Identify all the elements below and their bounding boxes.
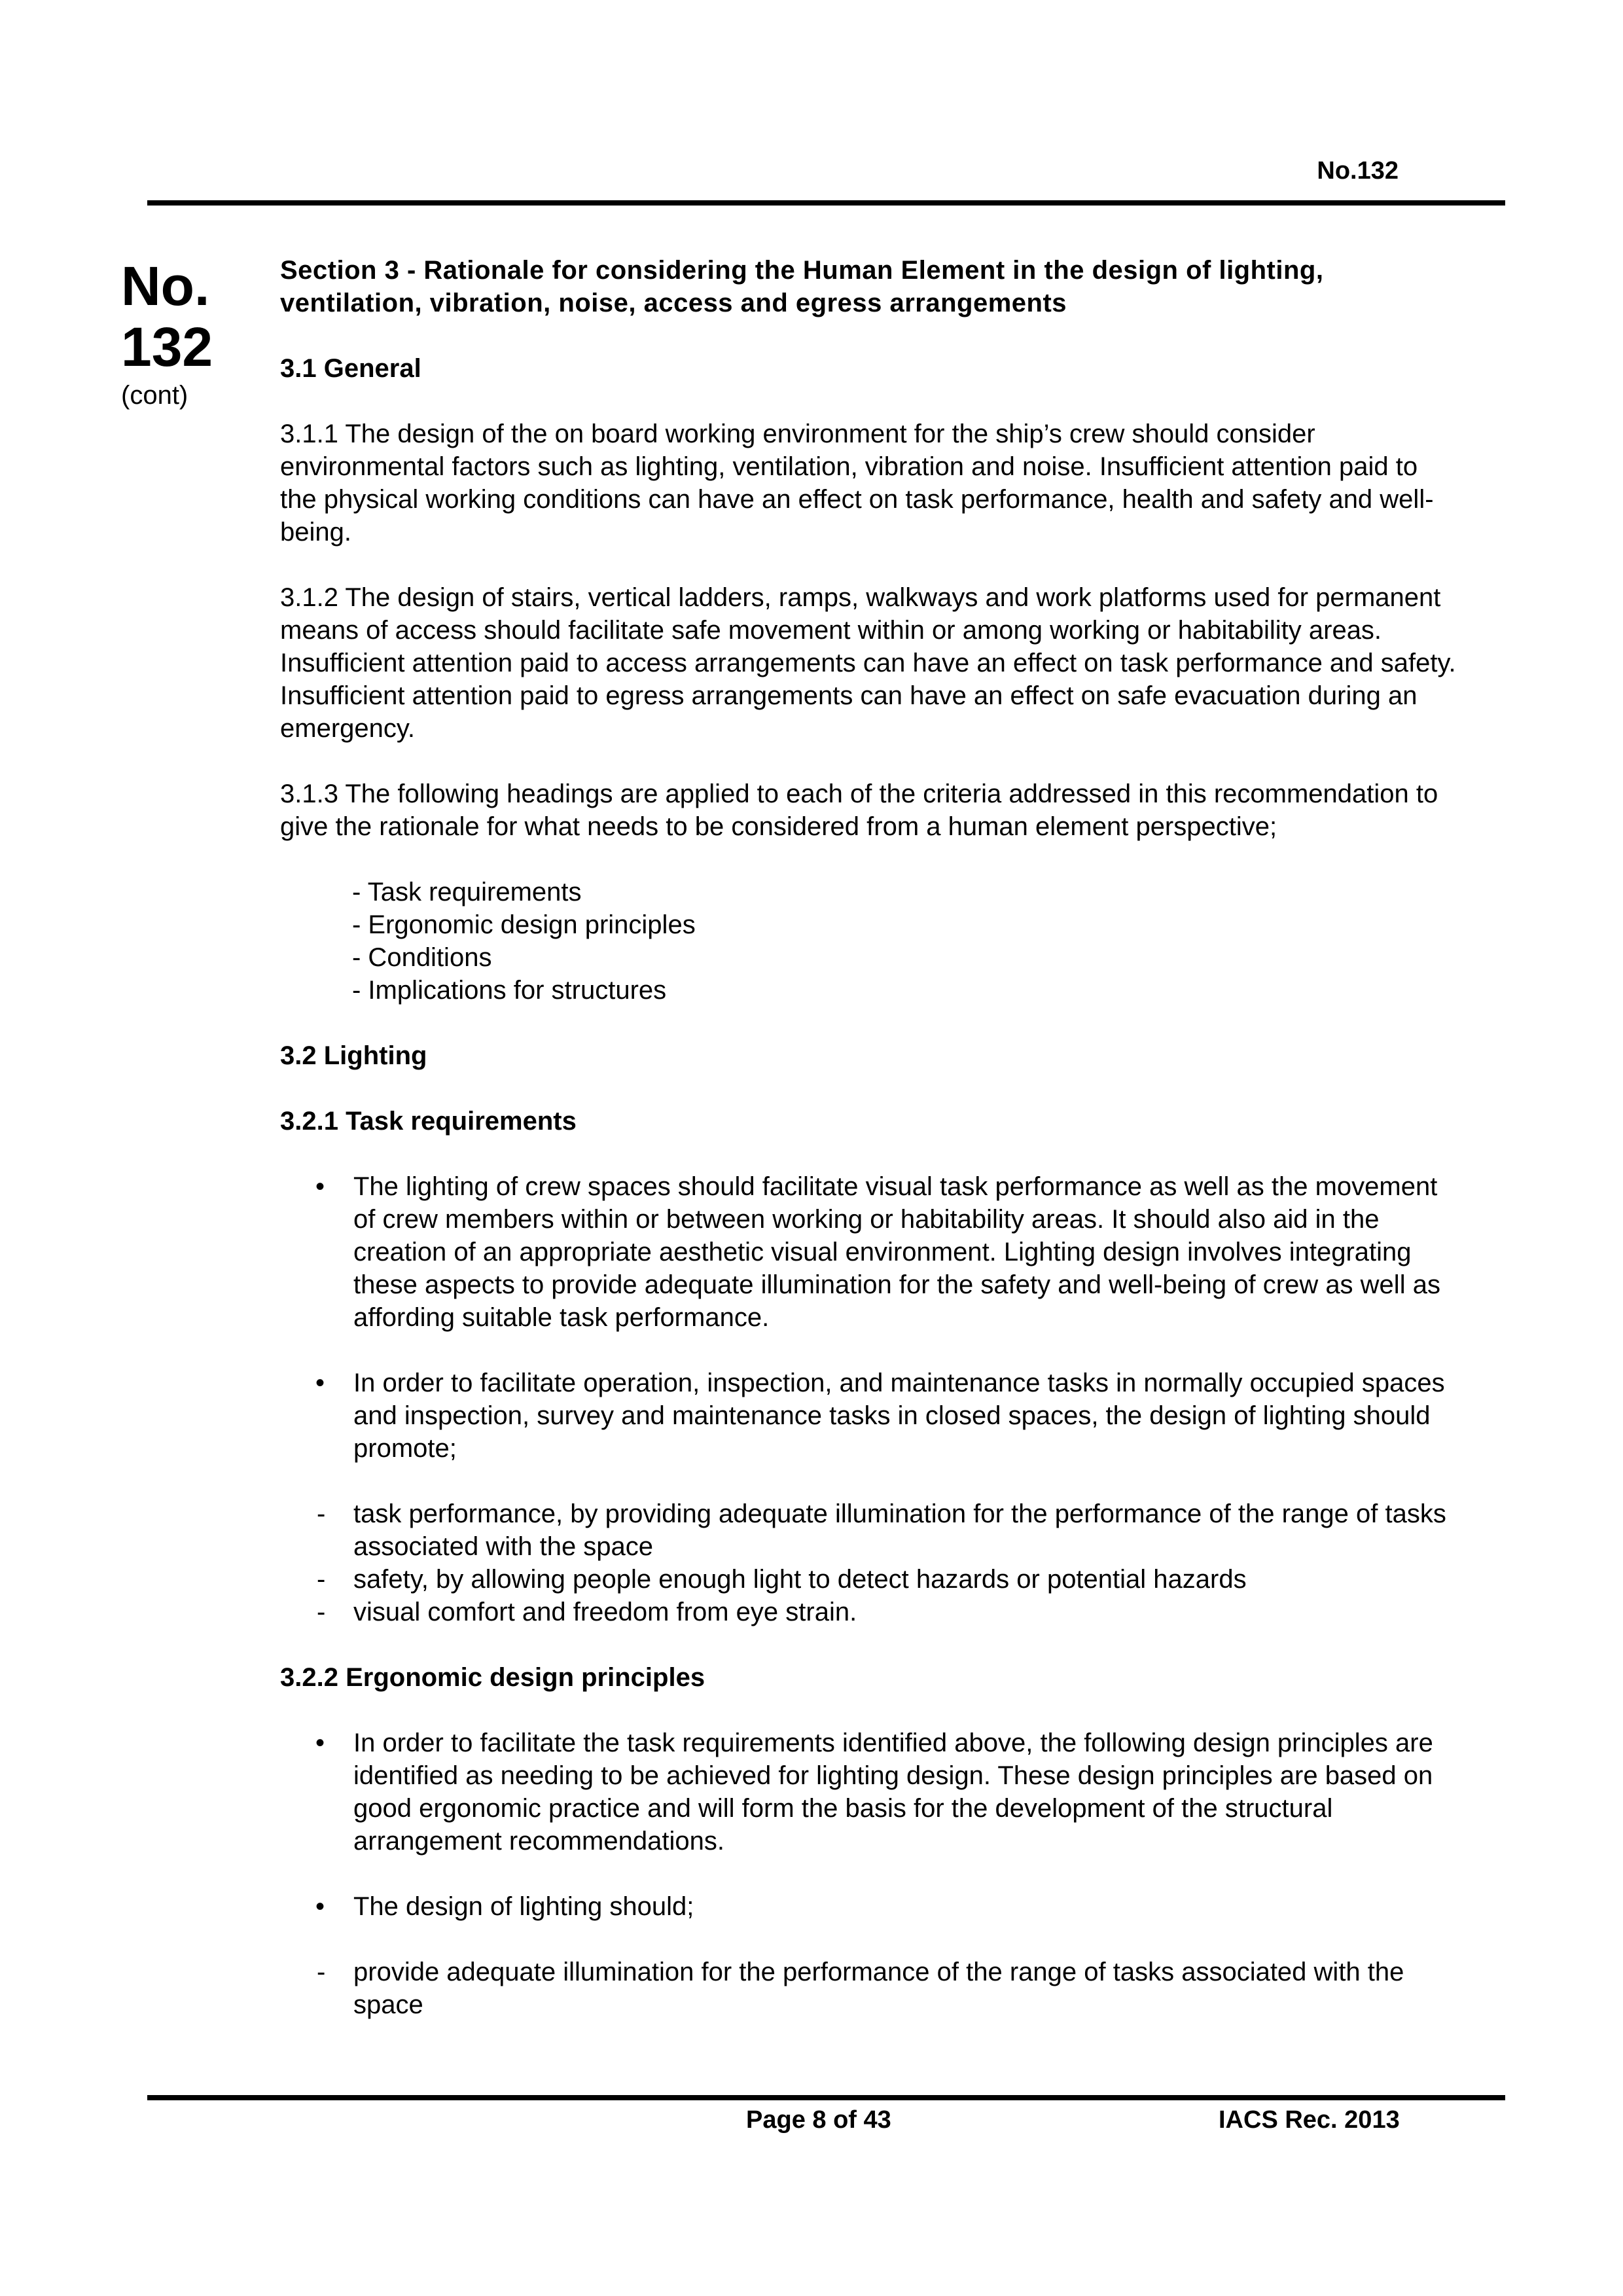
dash-text: provide adequate illumination for the performance of the range of tasks associated with the space — [353, 1958, 1404, 2019]
bullet-item — [280, 1367, 1458, 1465]
dash-item — [280, 1956, 1458, 2021]
bullet-marker: • — [315, 1892, 325, 1921]
dash-text: safety, by allowing people enough light to detect hazards or potential hazards — [353, 1565, 1247, 1594]
dash-text: visual comfort and freedom from eye strain. — [353, 1598, 857, 1626]
paragraph-3-1-2: 3.1.2 The design of stairs, vertical ladders, ramps, walkways and work platforms used for permanent means of access should facilitate safe movement within or among working or habitability areas. Insufficient attention paid to access arrangements can have an effect on task performance and safety. Insufficient attention paid to egress arrangements can have an effect on safe evacuation during an emergency. — [280, 583, 1456, 743]
footer-rec: IACS Rec. 2013 — [1219, 2106, 1400, 2134]
dash-marker: - — [317, 1598, 326, 1626]
header-rule — [147, 200, 1505, 206]
bullet-text: In order to facilitate the task requirements identified above, the following design principles are identified as needing to be achieved for lighting design. These design principles are based on good ergonomic practice and will form the basis for the development of the structural arrangement recommendations. — [353, 1729, 1433, 1856]
dash-item — [280, 1563, 1458, 1596]
dash-marker: - — [317, 1565, 326, 1594]
bullet-marker: • — [315, 1172, 325, 1201]
list-item: - Ergonomic design principles — [352, 910, 696, 939]
dash-item — [280, 1498, 1458, 1563]
sidebar-label: No. — [121, 255, 210, 317]
heading-3-2-1: 3.2.1 Task requirements — [280, 1107, 577, 1136]
heading-3-2-2: 3.2.2 Ergonomic design principles — [280, 1663, 705, 1692]
bullet-marker: • — [315, 1369, 325, 1397]
heading-3-1: 3.1 General — [280, 354, 421, 383]
bullet-text: In order to facilitate operation, inspection, and maintenance tasks in normally occupied spaces and inspection, survey and maintenance tasks in closed spaces, the design of lighting should promote; — [353, 1369, 1445, 1463]
paragraph-3-1-1: 3.1.1 The design of the on board working environment for the ship’s crew should consider environmental factors such as lighting, ventilation, vibration and noise. Insufficient attention paid to the physical working conditions can have an effect on task performance, health and safety and well-being. — [280, 420, 1434, 547]
main-content — [280, 254, 1458, 2021]
bullet-marker: • — [315, 1729, 325, 1757]
dash-item — [280, 1596, 1458, 1628]
bullet-text: The design of lighting should; — [353, 1892, 694, 1921]
list-item: - Task requirements — [352, 878, 582, 906]
bullet-item — [280, 1170, 1458, 1334]
sidebar-cont: (cont) — [121, 381, 188, 410]
list-item: - Conditions — [352, 943, 492, 972]
dash-list — [280, 1498, 1458, 1628]
footer-rule — [147, 2095, 1505, 2100]
bullet-text: The lighting of crew spaces should facilitate visual task performance as well as the movement of crew members within or between working or habitability areas. It should also aid in the creation of an appropriate aesthetic visual environment. Lighting design involves integrating these aspects to provide adequate illumination for the safety and well-being of crew as well as affording suitable task performance. — [353, 1172, 1440, 1332]
footer-page-number: Page 8 of 43 — [746, 2106, 891, 2134]
header-doc-number: No.132 — [1317, 157, 1399, 185]
dash-marker: - — [317, 1958, 326, 1986]
section-title: Section 3 - Rationale for considering the Human Element in the design of lighting, ventilation, vibration, noise, access and egress arrangements — [280, 256, 1324, 317]
dash-text: task performance, by providing adequate illumination for the performance of the range of tasks associated with the space — [353, 1499, 1446, 1561]
bullet-item — [280, 1890, 1458, 1923]
bullet-item — [280, 1727, 1458, 1857]
list-item: - Implications for structures — [352, 976, 667, 1005]
criteria-headings-list — [352, 876, 1458, 1007]
dash-marker: - — [317, 1499, 326, 1528]
heading-3-2: 3.2 Lighting — [280, 1041, 427, 1070]
sidebar-number: 132 — [121, 316, 213, 378]
paragraph-3-1-3: 3.1.3 The following headings are applied to each of the criteria addressed in this recommendation to give the rationale for what needs to be considered from a human element perspective; — [280, 780, 1438, 841]
